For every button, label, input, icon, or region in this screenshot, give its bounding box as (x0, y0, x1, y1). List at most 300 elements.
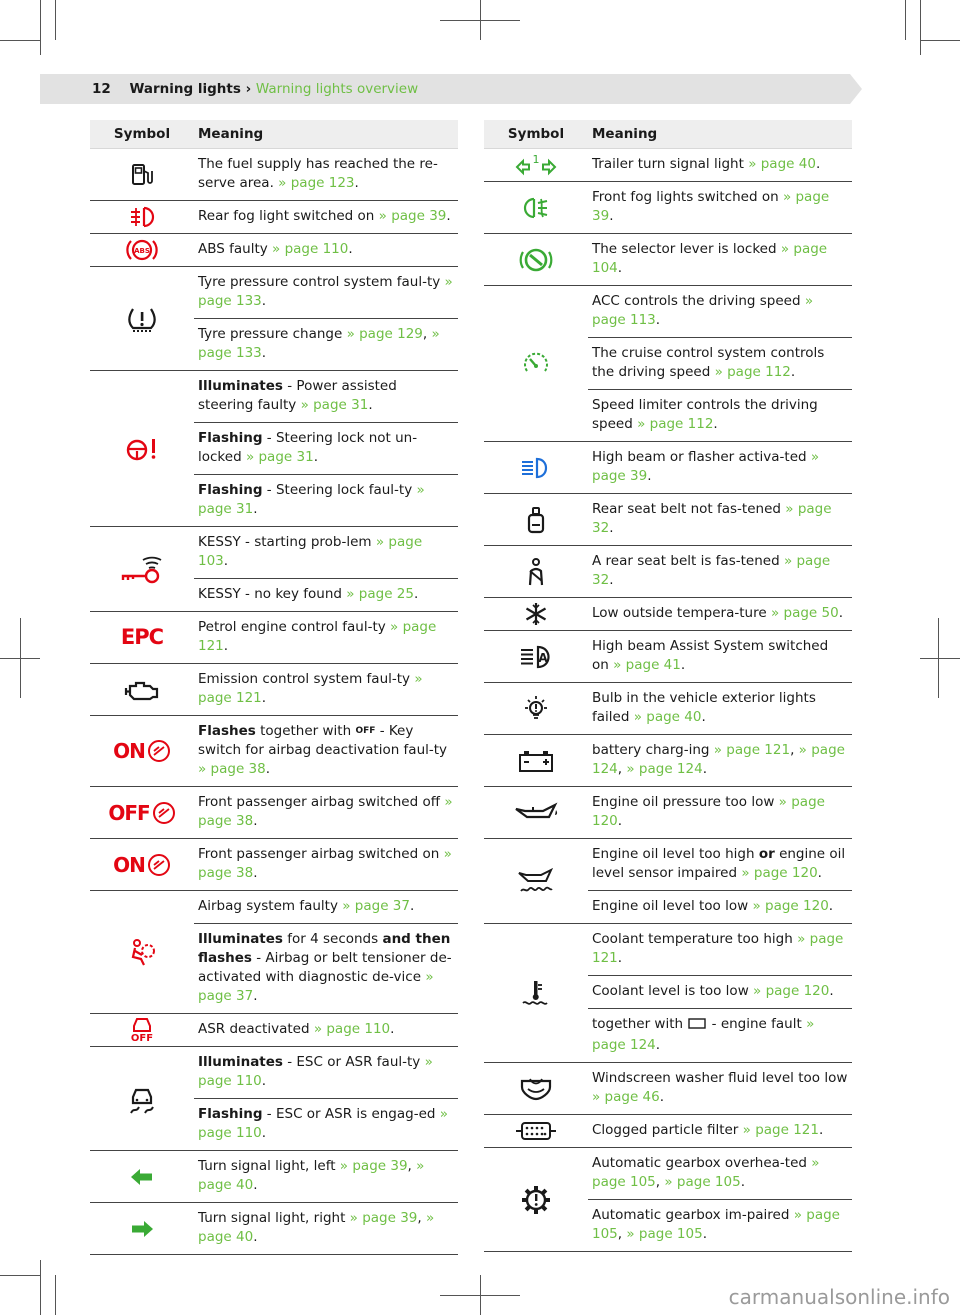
meaning-text: ACC controls the driving speed (592, 293, 805, 309)
meaning-text: - Steering lock faul-ty (262, 482, 417, 498)
table-row-group (484, 149, 852, 182)
trailer-turn-signal-icon (484, 149, 588, 181)
page-reference-link[interactable]: » page 124 (592, 742, 845, 777)
page-reference-link[interactable]: » page 121 (742, 1122, 819, 1138)
meaning-text: Windscreen washer fluid level too low (592, 1070, 848, 1086)
inline-engine-icon (687, 1017, 707, 1036)
table-header (484, 120, 852, 149)
emphasis-text: Flashing (198, 1106, 263, 1122)
page-reference-link[interactable]: » page 121 (198, 671, 423, 706)
table-row-group (90, 149, 458, 201)
meaning-text: - ESC or ASR faul-ty (282, 1054, 425, 1070)
meaning-text: . (348, 241, 353, 257)
meaning-text: - engine fault (707, 1016, 807, 1032)
meaning-entry (194, 149, 458, 200)
bulb-failure-icon (484, 683, 588, 734)
engine-icon (90, 664, 194, 715)
meaning-text: . (253, 1229, 258, 1245)
meaning-text: . (261, 293, 267, 309)
meaning-cell (588, 442, 852, 493)
meaning-cell (194, 787, 458, 838)
meaning-text: KESSY - starting prob-lem (198, 534, 376, 550)
abs-icon (90, 234, 194, 266)
meaning-text: , (617, 1226, 627, 1242)
page-reference-link[interactable]: » page 123 (278, 175, 355, 191)
meaning-entry (588, 1148, 852, 1199)
page-reference-link[interactable]: » page 39 (339, 1158, 408, 1174)
rear-fog-light-icon (90, 201, 194, 233)
meaning-text: Tyre pressure control system faul-ty (198, 274, 445, 290)
meaning-text: . (655, 1037, 661, 1053)
meaning-text: . (410, 898, 415, 914)
meaning-text: . (659, 1089, 665, 1105)
meaning-cell (194, 839, 458, 890)
table-row-group (484, 787, 852, 839)
meaning-text: Clogged particle filter (592, 1122, 743, 1138)
page-reference-link[interactable]: » page 113 (592, 293, 814, 328)
meaning-text: . (261, 1073, 267, 1089)
table-row-group (90, 612, 458, 664)
page-reference-link[interactable]: » page 38 (198, 846, 452, 881)
meaning-text: Engine oil pressure too low (592, 794, 779, 810)
emphasis-text: Illuminates (198, 378, 283, 394)
meaning-entry (194, 234, 458, 266)
meaning-entry (588, 631, 852, 682)
page-reference-link[interactable]: » page 40 (198, 1210, 435, 1245)
page-reference-link[interactable]: » page 120 (753, 983, 830, 999)
meaning-text: . (368, 397, 373, 413)
washer-fluid-icon (484, 1063, 588, 1114)
page-reference-link[interactable]: » page 120 (592, 794, 825, 829)
page-reference-link[interactable]: » page 120 (752, 898, 829, 914)
table-row-group (484, 546, 852, 598)
meaning-text: . (713, 416, 718, 432)
meaning-cell (194, 1014, 458, 1046)
page-reference-link[interactable]: » page 133 (198, 326, 440, 361)
page-reference-link[interactable]: » page 110 (272, 241, 349, 257)
meaning-entry (588, 494, 852, 545)
table-row-group (90, 234, 458, 267)
page-reference-link[interactable]: » page 129 (346, 326, 423, 342)
meaning-entry (194, 664, 458, 715)
meaning-cell (588, 787, 852, 838)
meaning-entry (588, 442, 852, 493)
page-reference-link[interactable]: » page 110 (313, 1021, 391, 1037)
meaning-text: High beam Assist System switched on (592, 638, 829, 673)
meaning-text: . (838, 605, 844, 621)
emphasis-text: Illuminates (198, 1054, 283, 1070)
meaning-entry (588, 149, 852, 181)
table-row-group (484, 631, 852, 683)
particle-filter-icon (484, 1115, 588, 1147)
symbol-column-header: Symbol (507, 126, 565, 142)
meaning-text: - Power assisted steering faulty (198, 378, 397, 413)
page-reference-link[interactable]: » page 112 (714, 364, 791, 380)
meaning-text: , (655, 1174, 665, 1190)
page-reference-link[interactable]: » page 105 (626, 1226, 703, 1242)
crop-mark (0, 1275, 40, 1276)
emphasis-text: Flashes (198, 723, 256, 739)
chapter-title[interactable]: Warning lights (129, 81, 241, 97)
fuel-pump-icon (90, 149, 194, 200)
meaning-text: . (313, 449, 318, 465)
meaning-text: Bulb in the vehicle exterior lights failed (592, 690, 816, 725)
meaning-cell (194, 267, 458, 370)
front-fog-light-icon (484, 182, 588, 233)
rear-seat-belt-icon (484, 494, 588, 545)
page-reference-link[interactable]: » page 31 (300, 397, 369, 413)
meaning-text: Coolant level is too low (592, 983, 754, 999)
meaning-text: . (253, 988, 258, 1004)
epc-icon (90, 612, 194, 663)
table-row-group (484, 1115, 852, 1148)
oil-pressure-icon (484, 787, 588, 838)
meaning-text: Engine oil level too high (592, 846, 759, 862)
snowflake-icon (484, 598, 588, 630)
meaning-text: . (617, 950, 623, 966)
meaning-cell (588, 546, 852, 597)
page-reference-link[interactable]: » page 105 (664, 1174, 741, 1190)
meaning-text: , (617, 761, 627, 777)
meaning-entry (588, 787, 852, 838)
meaning-cell (588, 1063, 852, 1114)
section-title[interactable]: Warning lights overview (255, 81, 419, 97)
meaning-entry (588, 1008, 852, 1062)
table-row-group (484, 839, 852, 924)
turn-right-icon (90, 1203, 194, 1254)
meaning-text: Turn signal light, right (198, 1210, 350, 1226)
meaning-cell (194, 149, 458, 200)
page-reference-link[interactable]: » page 133 (198, 274, 453, 309)
meaning-entry (194, 1098, 458, 1150)
meaning-entry (194, 527, 458, 578)
meaning-text: . (261, 345, 267, 361)
meaning-text: Engine oil level too low (592, 898, 753, 914)
page-reference-link[interactable]: » page 38 (198, 761, 266, 777)
page-reference-link[interactable]: » page 39 (592, 449, 820, 484)
table-row-group (484, 1148, 852, 1252)
inline-off-icon: OFF (355, 726, 376, 736)
page-reference-link[interactable]: » page 50 (770, 605, 839, 621)
warning-table-left (90, 120, 458, 1255)
meaning-entry (194, 839, 458, 890)
page-reference-link[interactable]: » page 105 (592, 1207, 840, 1242)
meaning-cell (194, 201, 458, 233)
meaning-text: - Key switch for airbag deactivation faul-ty (198, 723, 448, 758)
meaning-text: , (790, 742, 799, 758)
meaning-cell (588, 839, 852, 923)
meaning-text: Tyre pressure change (198, 326, 347, 342)
page-reference-link[interactable]: » page 40 (633, 709, 702, 725)
high-beam-assist-icon (484, 631, 588, 682)
page-reference-link[interactable]: » page 38 (198, 794, 453, 829)
kessy-key-icon (90, 527, 194, 611)
airbag-label-text: OFF (108, 800, 150, 825)
meaning-text: . (818, 1122, 824, 1138)
meaning-text: Trailer turn signal light (592, 156, 749, 172)
page-reference-link[interactable]: » page 103 (198, 534, 423, 569)
meaning-entry (194, 267, 458, 318)
meaning-text: . (609, 208, 614, 224)
meaning-text: . (617, 260, 623, 276)
meaning-text: together with (255, 723, 356, 739)
meaning-text: Airbag system faulty (198, 898, 343, 914)
meaning-text: . (261, 690, 267, 706)
meaning-entry (194, 1014, 458, 1046)
meaning-entry (588, 598, 852, 630)
meaning-text: KESSY - no key found (198, 586, 347, 602)
meaning-cell (588, 1148, 852, 1251)
page-reference-link[interactable]: » page 124 (592, 1016, 815, 1053)
meaning-entry (194, 578, 458, 611)
meaning-entry (194, 474, 458, 526)
page-reference-link[interactable]: » page 46 (592, 1089, 660, 1105)
airbag-system-icon (90, 891, 194, 1013)
oil-level-icon (484, 839, 588, 923)
meaning-cell (588, 683, 852, 734)
meaning-text: . (609, 520, 614, 536)
crop-mark (55, 1275, 56, 1315)
meaning-text: for 4 seconds (282, 931, 383, 947)
meaning-entry (194, 1047, 458, 1098)
page-reference-link[interactable]: » page 112 (637, 416, 714, 432)
page-reference-link[interactable]: » page 40 (198, 1158, 425, 1193)
meaning-entry (194, 201, 458, 233)
breadcrumb-separator: › (245, 81, 252, 97)
meaning-entry (588, 1115, 852, 1147)
crop-mark (55, 0, 56, 40)
meaning-cell (194, 234, 458, 266)
meaning-entry (588, 1199, 852, 1251)
meaning-cell (588, 149, 852, 181)
table-row-group (90, 891, 458, 1014)
table-row-group (90, 1203, 458, 1255)
meaning-cell (588, 494, 852, 545)
meaning-text: , (407, 1158, 417, 1174)
page-reference-link[interactable]: » page 32 (592, 553, 831, 588)
crop-mark (920, 0, 921, 55)
meaning-entry (194, 891, 458, 923)
meaning-text: Speed limiter controls the driving speed (592, 397, 818, 432)
table-row-group (484, 683, 852, 735)
meaning-text: . (609, 572, 614, 588)
table-row-group (484, 924, 852, 1063)
meaning-entry (194, 612, 458, 663)
meaning-entry (194, 787, 458, 838)
meaning-cell (588, 598, 852, 630)
crop-mark (20, 618, 21, 698)
meaning-cell (588, 631, 852, 682)
meaning-text: . (829, 983, 834, 999)
crop-mark (0, 40, 40, 41)
page-reference-link[interactable]: » page 31 (198, 482, 425, 517)
table-row-group (90, 1151, 458, 1203)
meaning-text: . (701, 709, 706, 725)
meaning-text: Turn signal light, left (198, 1158, 340, 1174)
meaning-cell (588, 234, 852, 285)
page-reference-link[interactable]: » page 104 (592, 241, 828, 276)
meaning-entry (588, 1063, 852, 1114)
meaning-text: . (446, 208, 451, 224)
page-reference-link[interactable]: » page 39 (378, 208, 447, 224)
meaning-text: Automatic gearbox overhea-ted (592, 1155, 812, 1171)
meaning-text: . (253, 501, 258, 517)
epc-text: EPC (120, 625, 164, 649)
meaning-text: . (414, 586, 419, 602)
meaning-text: Front passenger airbag switched off (198, 794, 445, 810)
airbag-on-icon (90, 839, 194, 890)
meaning-column-header: Meaning (198, 126, 264, 142)
meaning-column-header: Meaning (592, 126, 658, 142)
meaning-cell (588, 1115, 852, 1147)
airbag-label-text: ON (113, 852, 145, 877)
meaning-text: , (422, 326, 432, 342)
meaning-cell (194, 891, 458, 1013)
meaning-text: . (253, 865, 258, 881)
meaning-text: . (223, 553, 229, 569)
page-reference-link[interactable]: » page 120 (741, 865, 818, 881)
meaning-text: The fuel supply has reached the re-serve area. (198, 156, 438, 191)
meaning-text: . (702, 761, 707, 777)
meaning-cell (588, 286, 852, 441)
meaning-text: The cruise control system controls the driving speed (592, 345, 825, 380)
table-header (90, 120, 458, 149)
meaning-text: . (828, 898, 834, 914)
meaning-entry (588, 890, 852, 923)
meaning-text: Front passenger airbag switched on (198, 846, 444, 862)
emphasis-text: or (758, 846, 775, 862)
table-row-group (484, 286, 852, 442)
meaning-text: battery charg-ing (592, 742, 714, 758)
meaning-text: . (223, 638, 229, 654)
meaning-text: Low outside tempera-ture (592, 605, 771, 621)
page-reference-link[interactable]: » page 110 (198, 1106, 449, 1141)
esc-icon (90, 1047, 194, 1150)
page-reference-link[interactable]: » page 121 (198, 619, 437, 654)
meaning-text: , (417, 1210, 426, 1226)
meaning-entry (588, 234, 852, 285)
page-reference-link[interactable]: » page 121 (592, 931, 844, 966)
meaning-text: Coolant temperature too high (592, 931, 798, 947)
meaning-text: . (617, 813, 623, 829)
meaning-cell (194, 664, 458, 715)
asr-off-icon (90, 1014, 194, 1046)
meaning-text: . (354, 175, 359, 191)
meaning-entry (588, 735, 852, 786)
page-reference-link[interactable]: » page 105 (592, 1155, 820, 1190)
meaning-text: . (655, 312, 661, 328)
meaning-text: . (740, 1174, 745, 1190)
speedometer-icon (484, 286, 588, 441)
table-row-group (484, 494, 852, 546)
meaning-text: . (680, 657, 686, 673)
meaning-cell (194, 527, 458, 611)
crop-mark (40, 1260, 41, 1315)
table-row-group (90, 839, 458, 891)
table-row-group (90, 787, 458, 839)
meaning-text: Rear seat belt not fas-tened (592, 501, 786, 517)
svg-text:A: A (538, 650, 548, 665)
meaning-entry (194, 422, 458, 474)
table-row-group (484, 1063, 852, 1115)
meaning-text: - Steering lock not un-locked (198, 430, 418, 465)
airbag-label-text: ON (113, 739, 145, 763)
page-reference-link[interactable]: » page 110 (198, 1054, 433, 1089)
table-row-group (90, 267, 458, 371)
meaning-entry (588, 975, 852, 1008)
warning-table-right (484, 120, 852, 1252)
page-reference-link[interactable]: » page 31 (245, 449, 314, 465)
page-reference-link[interactable]: » page 37 (198, 969, 434, 1004)
meaning-text: . (261, 1125, 267, 1141)
page-reference-link[interactable]: » page 124 (626, 761, 703, 777)
steering-wheel-warning-icon (90, 371, 194, 526)
meaning-entry (588, 182, 852, 233)
page-reference-link[interactable]: » page 121 (713, 742, 791, 758)
crop-mark (905, 0, 906, 40)
table-row-group (90, 664, 458, 716)
meaning-text: . (647, 468, 652, 484)
meaning-cell (588, 182, 852, 233)
emphasis-text: Flashing (198, 482, 263, 498)
airbag-off-icon (90, 787, 194, 838)
meaning-cell (194, 371, 458, 526)
meaning-entry (588, 683, 852, 734)
table-row-group (90, 716, 458, 787)
gearbox-icon (484, 1148, 588, 1251)
turn-left-icon (90, 1151, 194, 1202)
high-beam-icon (484, 442, 588, 493)
meaning-text: . (253, 1177, 258, 1193)
meaning-cell (194, 716, 458, 786)
meaning-text: together with (592, 1016, 688, 1032)
table-row-group (484, 442, 852, 494)
meaning-entry (588, 286, 852, 337)
meaning-text: A rear seat belt is fas-tened (592, 553, 784, 569)
meaning-entry (588, 839, 852, 890)
meaning-text: . (790, 364, 796, 380)
meaning-entry (588, 337, 852, 389)
meaning-text: ASR deactivated (198, 1021, 314, 1037)
page-reference-link[interactable]: » page 25 (346, 586, 414, 602)
emphasis-text: Flashing (198, 430, 263, 446)
meaning-text: Automatic gearbox im-paired (592, 1207, 794, 1223)
crop-mark (480, 1275, 481, 1315)
svg-text:1: 1 (532, 153, 540, 166)
meaning-cell (194, 1047, 458, 1150)
meaning-text: High beam or flasher activa-ted (592, 449, 811, 465)
page-reference-link[interactable]: » page 40 (748, 156, 816, 172)
crop-mark (938, 618, 939, 698)
page-reference-link[interactable]: » page 39 (349, 1210, 418, 1226)
tyre-pressure-icon (90, 267, 194, 370)
page-reference-link[interactable]: » page 37 (342, 898, 410, 914)
table-row-group (484, 182, 852, 234)
page-reference-link[interactable]: » page 41 (613, 657, 681, 673)
page-reference-link[interactable]: » page 39 (592, 189, 830, 224)
meaning-entry (194, 318, 458, 370)
crop-mark (40, 0, 41, 55)
table-row-group (484, 735, 852, 787)
symbol-column-header: Symbol (113, 126, 171, 142)
meaning-text: The selector lever is locked (592, 241, 781, 257)
meaning-text: engine oil level sensor impaired (592, 846, 846, 881)
table-row-group (90, 527, 458, 612)
page-reference-link[interactable]: » page 32 (592, 501, 832, 536)
crop-mark (920, 40, 960, 41)
crop-mark (480, 0, 481, 40)
page-number: 12 (92, 81, 111, 97)
